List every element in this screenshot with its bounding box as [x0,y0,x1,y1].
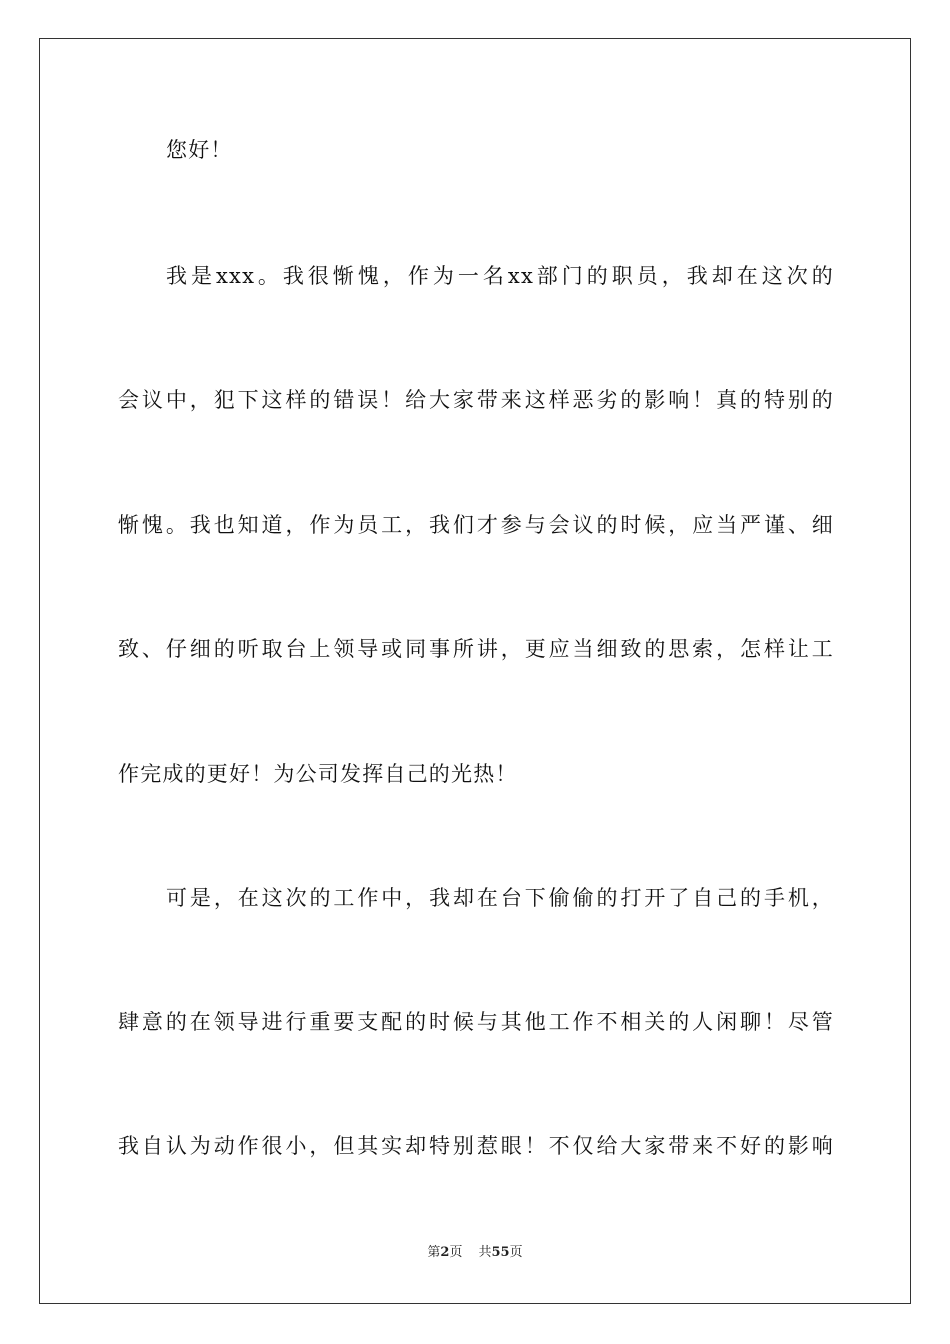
total-pages: 55 [491,1245,510,1260]
paragraph-1-line-5: 作完成的更好！为公司发挥自己的光热！ [118,762,518,786]
page-number: 2 [440,1245,450,1260]
page-prefix: 第 [427,1245,441,1260]
paragraph-2-line-2: 肆意的在领导进行重要支配的时候与其他工作不相关的人闲聊！尽管 [118,1010,834,1034]
total-prefix: 共 [478,1245,492,1260]
paragraph-1-line-2: 会议中，犯下这样的错误！给大家带来这样恶劣的影响！真的特别的 [118,388,834,412]
total-suffix: 页 [509,1245,523,1260]
paragraph-1-line-1: 我是xxx。我很惭愧，作为一名xx部门的职员，我却在这次的 [166,264,834,288]
page-suffix: 页 [449,1245,463,1260]
paragraph-2-line-3: 我自认为动作很小，但其实却特别惹眼！不仅给大家带来不好的影响 [118,1134,834,1158]
paragraph-1-line-4: 致、仔细的听取台上领导或同事所讲，更应当细致的思索，怎样让工 [118,637,834,661]
paragraph-2-line-1: 可是，在这次的工作中，我却在台下偷偷的打开了自己的手机， [166,886,834,910]
page-footer [0,1245,950,1261]
greeting-line: 您好！ [166,138,233,162]
paragraph-1-line-3: 惭愧。我也知道，作为员工，我们才参与会议的时候，应当严谨、细 [118,513,834,537]
page-border [39,38,911,1304]
